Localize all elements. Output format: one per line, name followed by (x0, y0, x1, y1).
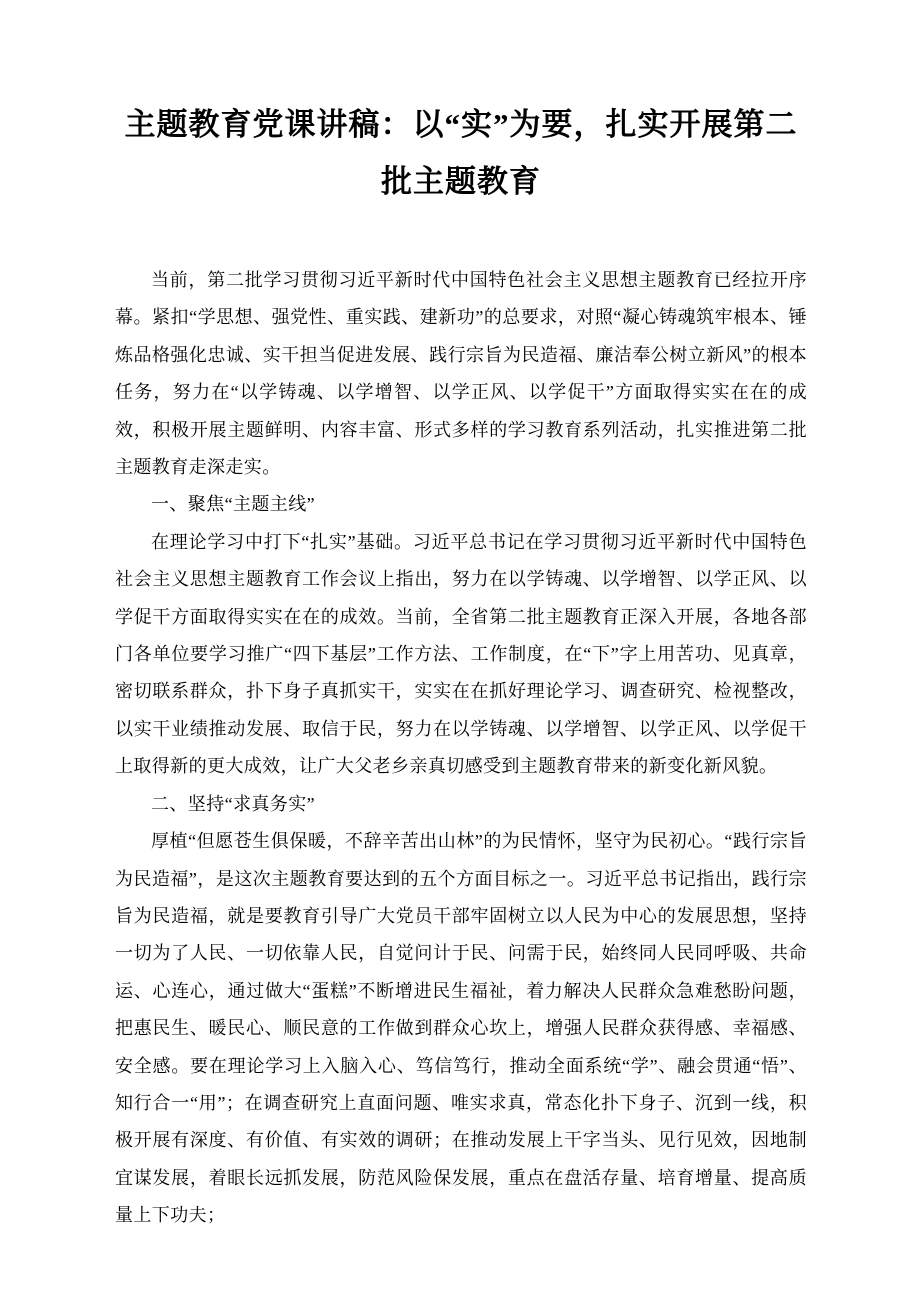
paragraph-intro: 当前，第二批学习贯彻习近平新时代中国特色社会主义思想主题教育已经拉开序幕。紧扣“学思想、强党性、重实践、建新功”的总要求，对照“凝心铸魂筑牢根本、锤炼品格强化忠诚、实干担当促进发展、践行宗旨为民造福、廉洁奉公树立新风”的根本任务，努力在“以学铸魂、以学增智、以学正风、以学促干”方面取得实实在在的成效，积极开展主题鲜明、内容丰富、形式多样的学习教育系列活动，扎实推进第二批主题教育走深走实。 (115, 270, 807, 478)
document-body (115, 262, 807, 1235)
section-heading-2: 二、坚持“求真务实” (151, 793, 315, 814)
document-title: 主题教育党课讲稿：以“实”为要，扎实开展第二批主题教育 (124, 107, 798, 199)
paragraph-section-1: 在理论学习中打下“扎实”基础。习近平总书记在学习贯彻习近平新时代中国特色社会主义思想主题教育工作会议上指出，努力在以学铸魂、以学增智、以学正风、以学促干方面取得实实在在的成效。当前，全省第二批主题教育正深入开展，各地各部门各单位要学习推广“四下基层”工作方法、工作制度，在“下”字上用苦功、见真章，密切联系群众，扑下身子真抓实干，实实在在抓好理论学习、调查研究、检视整改，以实干业绩推动发展、取信于民，努力在以学铸魂、以学增智、以学正风、以学促干上取得新的更大成效，让广大父老乡亲真切感受到主题教育带来的新变化新风貌。 (115, 531, 807, 777)
paragraph-section-2: 厚植“但愿苍生俱保暖，不辞辛苦出山林”的为民情怀，坚守为民初心。“践行宗旨为民造福”，是这次主题教育要达到的五个方面目标之一。习近平总书记指出，践行宗旨为民造福，就是要教育引导广大党员干部牢固树立以人民为中心的发展思想，坚持一切为了人民、一切依靠人民，自觉问计于民、问需于民，始终同人民同呼吸、共命运、心连心，通过做大“蛋糕”不断增进民生福祉，着力解决人民群众急难愁盼问题，把惠民生、暖民心、顺民意的工作做到群众心坎上，增强人民群众获得感、幸福感、安全感。要在理论学习上入脑入心、笃信笃行，推动全面系统“学”、融会贯通“悟”、知行合一“用”；在调查研究上直面问题、唯实求真，常态化扑下身子、沉到一线，积极开展有深度、有价值、有实效的调研；在推动发展上干字当头、见行见效，因地制宜谋发展，着眼长远抓发展，防范风险保发展，重点在盘活存量、培育增量、提高质量上下功夫； (115, 831, 807, 1226)
section-heading-1: 一、聚焦“主题主线” (151, 494, 315, 515)
